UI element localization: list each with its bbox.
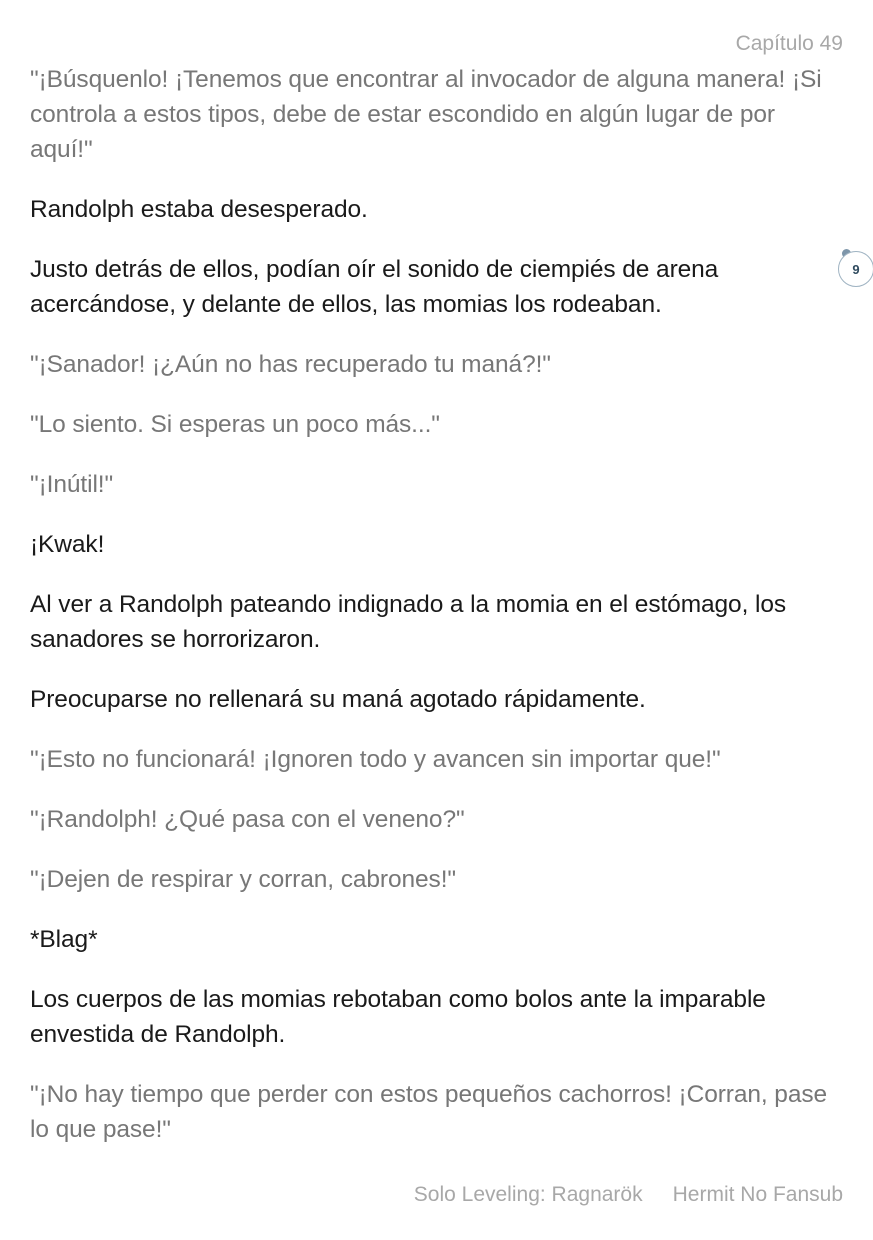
- paragraph: "¡Dejen de respirar y corran, cabrones!": [30, 866, 456, 893]
- paragraph: "¡Esto no funcionará! ¡Ignoren todo y avancen sin importar que!": [30, 746, 721, 773]
- page-footer: [414, 1183, 843, 1207]
- paragraph: "¡Sanador! ¡¿Aún no has recuperado tu maná?!": [30, 351, 551, 378]
- paragraph: "¡Randolph! ¿Qué pasa con el veneno?": [30, 806, 465, 833]
- chapter-label: Capítulo 49: [735, 32, 843, 55]
- reader-content: [30, 62, 830, 1147]
- paragraph: "Lo siento. Si esperas un poco más...": [30, 411, 440, 438]
- paragraph: "¡No hay tiempo que perder con estos pequeños cachorros! ¡Corran, pase lo que pase!": [30, 1081, 828, 1143]
- paragraph: "¡Búsquenlo! ¡Tenemos que encontrar al invocador de alguna manera! ¡Si controla a estos tipos, debe de estar escondido en algún lugar de por aquí!": [30, 66, 822, 163]
- paragraph: Los cuerpos de las momias rebotaban como bolos ante la imparable envestida de Randolph.: [30, 986, 766, 1048]
- paragraph: "¡Inútil!": [30, 471, 114, 498]
- paragraph: Preocuparse no rellenará su maná agotado rápidamente.: [30, 686, 646, 713]
- paragraph: *Blag*: [30, 926, 98, 953]
- paragraph-comment-badge[interactable]: [838, 251, 873, 287]
- translator-credit: Hermit No Fansub: [672, 1183, 843, 1206]
- paragraph: Randolph estaba desesperado.: [30, 196, 368, 223]
- paragraph: ¡Kwak!: [30, 531, 105, 558]
- book-title: Solo Leveling: Ragnarök: [413, 1183, 643, 1206]
- comment-count: 9: [852, 261, 860, 277]
- paragraph: Al ver a Randolph pateando indignado a la momia en el estómago, los sanadores se horrorizaron.: [30, 591, 787, 653]
- paragraph: Justo detrás de ellos, podían oír el sonido de ciempiés de arena acercándose, y delante de ellos, las momias los rodeaban.: [30, 256, 719, 318]
